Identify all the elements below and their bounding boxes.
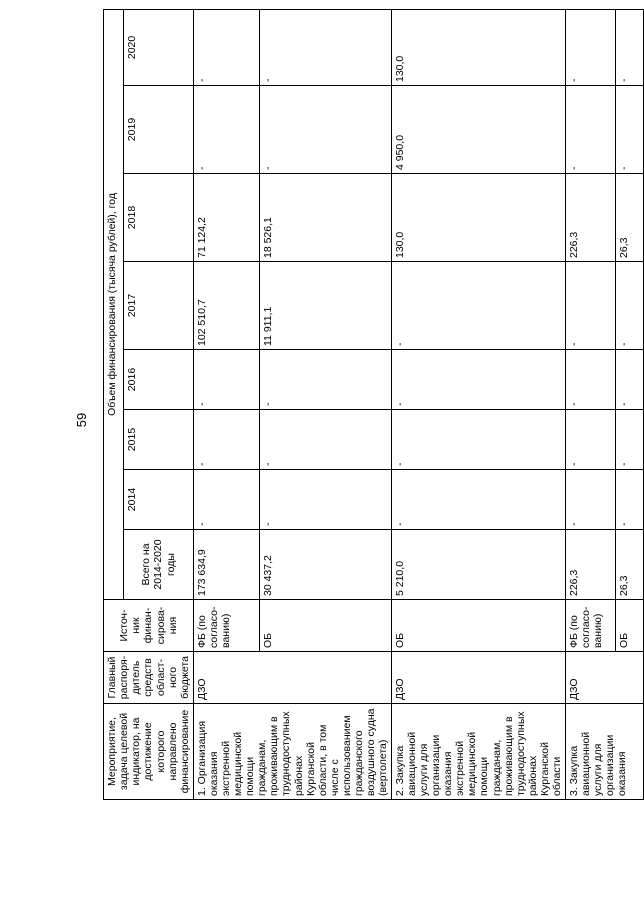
table-row (565, 9, 615, 799)
row3-line1-y2014: - (565, 470, 615, 530)
row1-manager: ДЗО (194, 652, 392, 704)
header-activity: Мероприятие, задача целевой индикатор, на достижение которого направлено финансирование (104, 704, 194, 800)
row3-line2-y2016: - (615, 350, 643, 410)
row2-line1-source: ОБ (392, 600, 566, 652)
row2-line1-y2017: - (392, 262, 566, 350)
row1-line1-y2014: - (194, 470, 260, 530)
row1-line1-y2019: - (194, 86, 260, 174)
row2-activity: 2. Закупка авиационной услуги для организации оказания экстренной медицинской помощи гражданам, проживающим в труднодоступных районах Курганской области (392, 704, 566, 800)
header-year-2020: 2020 (124, 9, 194, 85)
row3-line1-total: 226,3 (565, 530, 615, 600)
row3-line1-y2015: - (565, 410, 615, 470)
row3-line1-y2017: - (565, 262, 615, 350)
row2-line1-total: 5 210,0 (392, 530, 566, 600)
row3-line2-y2019: - (615, 86, 643, 174)
row3-line1-y2020: - (565, 9, 615, 85)
row3-line2-y2020: - (615, 9, 643, 85)
header-total: Всего на 2014-2020 годы (124, 530, 194, 600)
row1-line2-total: 30 437,2 (259, 530, 391, 600)
row3-manager: ДЗО (565, 652, 643, 704)
row1-line1-y2017: 102 510,7 (194, 262, 260, 350)
header-volume: Объем финансирования (тысяча рублей), год (104, 9, 124, 599)
row3-line2-total: 26,3 (615, 530, 643, 600)
header-year-2015: 2015 (124, 410, 194, 470)
row3-line2-y2018: 26,3 (615, 174, 643, 262)
row2-line1-y2020: 130,0 (392, 9, 566, 85)
table-row (194, 9, 260, 799)
header-manager: Главный распоря-дитель средств област-ного бюджета (104, 652, 194, 704)
row1-line1-y2015: - (194, 410, 260, 470)
row1-line2-y2015: - (259, 410, 391, 470)
table-wrapper (103, 10, 630, 800)
row3-line1-y2019: - (565, 86, 615, 174)
row1-line2-source: ОБ (259, 600, 391, 652)
row1-line2-y2014: - (259, 470, 391, 530)
row1-line2-y2020: - (259, 9, 391, 85)
header-year-2018: 2018 (124, 174, 194, 262)
row1-line1-y2020: - (194, 9, 260, 85)
row1-activity: 1. Организация оказания экстренной медицинской помощи гражданам, проживающим в труднодоступных районах Курганской области, в том числе с использованием гражданского воздушного судна (вертолета) (194, 704, 392, 800)
row2-line1-y2016: - (392, 350, 566, 410)
financing-table (103, 9, 644, 800)
row1-line2-y2016: - (259, 350, 391, 410)
row1-line1-total: 173 634,9 (194, 530, 260, 600)
row3-line2-y2014: - (615, 470, 643, 530)
page-number: 59 (74, 412, 89, 428)
row2-line1-y2019: 4 950,0 (392, 86, 566, 174)
row3-line1-y2016: - (565, 350, 615, 410)
row1-line1-source: ФБ (по согласо-ванию) (194, 600, 260, 652)
header-source: Источ-ник финан-сирова-ния (104, 600, 194, 652)
row2-line1-y2018: 130,0 (392, 174, 566, 262)
header-year-2014: 2014 (124, 470, 194, 530)
row3-line2-source: ОБ (615, 600, 643, 652)
row2-line1-y2014: - (392, 470, 566, 530)
row1-line1-y2016: - (194, 350, 260, 410)
row3-line2-y2015: - (615, 410, 643, 470)
row2-manager: ДЗО (392, 652, 566, 704)
row3-line1-source: ФБ (по согласо-ванию) (565, 600, 615, 652)
row1-line2-y2017: 11 911,1 (259, 262, 391, 350)
header-year-2017: 2017 (124, 262, 194, 350)
row3-line1-y2018: 226,3 (565, 174, 615, 262)
table-row (392, 9, 566, 799)
row2-line1-y2015: - (392, 410, 566, 470)
header-year-2019: 2019 (124, 86, 194, 174)
header-year-2016: 2016 (124, 350, 194, 410)
row1-line1-y2018: 71 124,2 (194, 174, 260, 262)
row3-line2-y2017: - (615, 262, 643, 350)
row3-activity: 3. Закупка авиационной услуги для организации оказания (565, 704, 643, 800)
row1-line2-y2019: - (259, 86, 391, 174)
row1-line2-y2018: 18 526,1 (259, 174, 391, 262)
